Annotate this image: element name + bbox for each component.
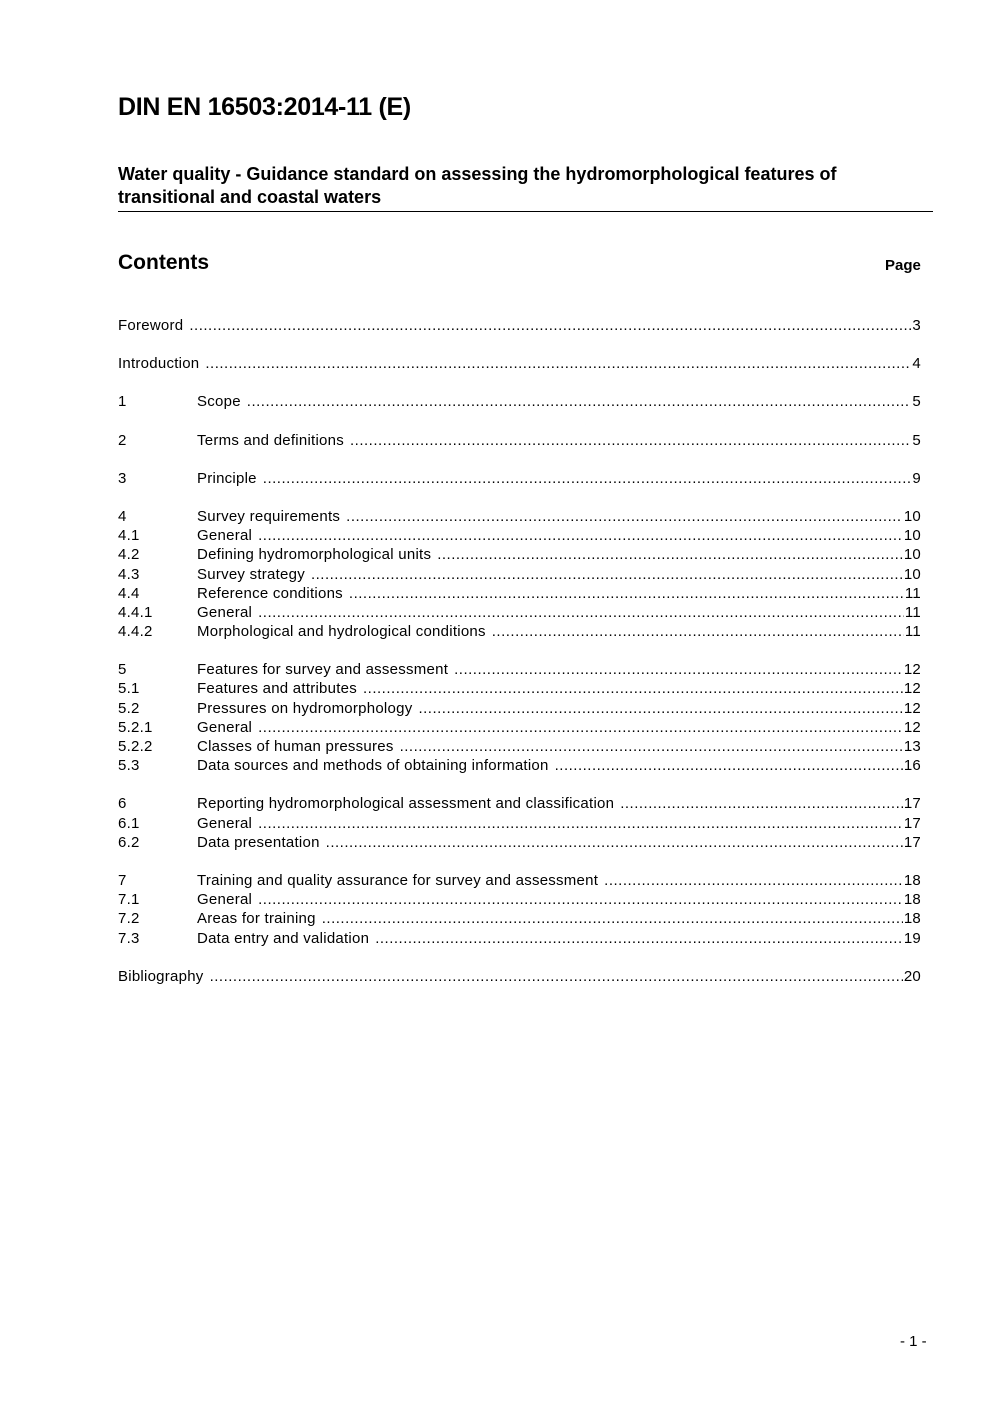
toc-entry-number: 7.1 — [118, 891, 140, 909]
toc-entry[interactable] — [118, 718, 921, 737]
toc-entry-title[interactable]: Terms and definitions — [197, 431, 344, 449]
toc-entry-page: 10 — [903, 507, 921, 525]
toc-entry-title[interactable]: Training and quality assurance for survey and assessment — [197, 871, 599, 889]
toc-entry-number: 5 — [118, 661, 127, 679]
toc-entry-title[interactable]: Bibliography — [118, 967, 204, 985]
toc-dot-leader — [350, 431, 911, 450]
toc-group — [118, 354, 921, 373]
toc-entry[interactable] — [118, 967, 921, 986]
toc-entry[interactable] — [118, 507, 921, 526]
toc-entry-title[interactable]: Areas for training — [197, 910, 316, 928]
toc-dot-leader — [258, 718, 903, 737]
toc-entry-number: 4.4.1 — [118, 603, 153, 621]
toc-entry-number: 6 — [118, 795, 127, 813]
toc-group — [118, 871, 921, 948]
toc-dot-leader — [555, 756, 903, 775]
toc-dot-leader — [418, 699, 902, 718]
toc-entry-title[interactable]: Survey strategy — [197, 565, 305, 583]
toc-entry-page: 13 — [903, 738, 921, 755]
toc-entry-title[interactable]: Classes of human pressures — [197, 738, 394, 755]
page-column-label: Page — [885, 257, 921, 274]
toc-entry-title[interactable]: General — [197, 891, 253, 909]
toc-entry-number: 6.1 — [118, 814, 140, 832]
toc-entry-page: 18 — [903, 871, 921, 889]
toc-entry-number: 4.3 — [118, 565, 140, 583]
toc-group — [118, 316, 921, 335]
toc-dot-leader — [346, 507, 903, 526]
toc-entry-page: 17 — [903, 814, 921, 832]
toc-entry-number: 4.4.2 — [118, 623, 153, 641]
toc-entry-title[interactable]: Data presentation — [197, 833, 320, 851]
toc-group — [118, 431, 921, 450]
page-number: - 1 - — [900, 1333, 927, 1350]
toc-entry-number: 4 — [118, 507, 127, 525]
toc-entry-title[interactable]: General — [197, 527, 253, 545]
toc-entry-page: 9 — [912, 469, 921, 487]
toc-entry[interactable] — [118, 622, 921, 641]
toc-dot-leader — [247, 392, 912, 411]
toc-dot-leader — [326, 833, 903, 852]
toc-entry-page: 11 — [904, 584, 921, 602]
toc-group — [118, 660, 921, 775]
toc-entry-title[interactable]: Scope — [197, 393, 241, 411]
toc-entry[interactable] — [118, 929, 921, 948]
toc-group — [118, 469, 921, 488]
toc-entry-title[interactable]: Introduction — [118, 355, 200, 373]
toc-entry[interactable] — [118, 794, 921, 813]
toc-entry-number: 4.2 — [118, 546, 140, 564]
toc-dot-leader — [258, 526, 903, 545]
toc-entry-title[interactable]: Foreword — [118, 317, 184, 334]
toc-entry-title[interactable]: Data entry and validation — [197, 929, 370, 947]
toc-dot-leader — [492, 622, 904, 641]
toc-dot-leader — [210, 967, 903, 986]
toc-entry-title[interactable]: Data sources and methods of obtaining information — [197, 757, 549, 775]
toc-entry[interactable] — [118, 603, 921, 622]
toc-entry-page: 11 — [904, 603, 921, 621]
toc-dot-leader — [400, 737, 903, 756]
toc-entry-number: 5.2.2 — [118, 738, 153, 755]
toc-entry[interactable] — [118, 890, 921, 909]
toc-entry-title[interactable]: General — [197, 718, 253, 736]
toc-entry-page: 17 — [903, 795, 921, 813]
toc-entry-number: 2 — [118, 431, 127, 449]
toc-entry[interactable] — [118, 469, 921, 488]
toc-dot-leader — [375, 929, 903, 948]
toc-entry-page: 3 — [912, 317, 921, 334]
toc-entry-page: 18 — [903, 891, 921, 909]
toc-entry-number: 3 — [118, 469, 127, 487]
document-subtitle: Water quality - Guidance standard on assessing the hydromorphological features of transitional and coastal waters — [118, 163, 933, 212]
toc-entry-page: 5 — [912, 393, 921, 411]
toc-entry[interactable] — [118, 354, 921, 373]
contents-heading: Contents — [118, 251, 209, 274]
toc-dot-leader — [322, 909, 903, 928]
toc-entry-title[interactable]: Survey requirements — [197, 507, 341, 525]
toc-entry-title[interactable]: Pressures on hydromorphology — [197, 699, 413, 717]
toc-dot-leader — [620, 794, 903, 813]
table-of-contents — [118, 316, 921, 1005]
toc-entry-page: 18 — [903, 910, 921, 928]
toc-entry[interactable] — [118, 814, 921, 833]
toc-entry[interactable] — [118, 545, 921, 564]
toc-entry-page: 12 — [903, 699, 921, 717]
toc-entry-title[interactable]: Reference conditions — [197, 584, 343, 602]
toc-entry[interactable] — [118, 660, 921, 679]
toc-group — [118, 794, 921, 852]
toc-entry[interactable] — [118, 909, 921, 928]
toc-dot-leader — [189, 316, 911, 335]
toc-entry[interactable] — [118, 526, 921, 545]
toc-entry-title[interactable]: Features and attributes — [197, 680, 358, 698]
toc-dot-leader — [363, 679, 903, 698]
toc-dot-leader — [258, 603, 904, 622]
toc-entry[interactable] — [118, 833, 921, 852]
toc-group — [118, 392, 921, 411]
toc-dot-leader — [258, 814, 903, 833]
toc-entry[interactable] — [118, 584, 921, 603]
toc-entry-title[interactable]: Features for survey and assessment — [197, 661, 449, 679]
toc-entry[interactable] — [118, 699, 921, 718]
toc-entry-page: 11 — [904, 623, 921, 641]
toc-entry-number: 1 — [118, 393, 127, 411]
toc-group — [118, 507, 921, 641]
toc-dot-leader — [258, 890, 903, 909]
toc-entry-title[interactable]: General — [197, 603, 253, 621]
toc-entry-number: 7.2 — [118, 910, 140, 928]
toc-dot-leader — [604, 871, 903, 890]
toc-dot-leader — [454, 660, 903, 679]
toc-entry-number: 4.1 — [118, 527, 140, 545]
toc-dot-leader — [263, 469, 912, 488]
toc-entry-number: 7.3 — [118, 929, 140, 947]
toc-entry-page: 5 — [912, 431, 921, 449]
toc-entry-page: 17 — [903, 833, 921, 851]
toc-entry-page: 12 — [903, 680, 921, 698]
toc-entry-title[interactable]: General — [197, 814, 253, 832]
toc-entry[interactable] — [118, 737, 921, 756]
toc-dot-leader — [349, 584, 904, 603]
toc-entry-number: 6.2 — [118, 833, 140, 851]
toc-entry-page: 10 — [903, 546, 921, 564]
toc-group — [118, 967, 921, 986]
toc-entry-page: 10 — [903, 527, 921, 545]
toc-entry-number: 5.1 — [118, 680, 140, 698]
toc-entry-page: 4 — [912, 355, 921, 373]
toc-entry-title[interactable]: Morphological and hydrological conditions — [197, 623, 486, 641]
toc-dot-leader — [205, 354, 911, 373]
toc-entry-number: 5.3 — [118, 757, 140, 775]
toc-entry-number: 7 — [118, 871, 127, 889]
toc-entry-page: 16 — [903, 757, 921, 775]
toc-entry[interactable] — [118, 679, 921, 698]
toc-entry-number: 5.2.1 — [118, 718, 153, 736]
toc-entry[interactable] — [118, 756, 921, 775]
toc-dot-leader — [437, 545, 903, 564]
toc-entry-page: 12 — [903, 718, 921, 736]
toc-entry[interactable] — [118, 392, 921, 411]
toc-entry[interactable] — [118, 316, 921, 335]
toc-entry[interactable] — [118, 871, 921, 890]
toc-entry-title[interactable]: Principle — [197, 469, 257, 487]
toc-entry[interactable] — [118, 565, 921, 584]
toc-entry-number: 4.4 — [118, 584, 140, 602]
toc-entry[interactable] — [118, 431, 921, 450]
document-id: DIN EN 16503:2014-11 (E) — [118, 93, 411, 121]
toc-entry-page: 10 — [903, 565, 921, 583]
toc-dot-leader — [311, 565, 903, 584]
toc-entry-page: 20 — [903, 967, 921, 985]
toc-entry-page: 19 — [903, 929, 921, 947]
toc-entry-number: 5.2 — [118, 699, 140, 717]
toc-entry-title[interactable]: Defining hydromorphological units — [197, 546, 432, 564]
toc-entry-page: 12 — [903, 661, 921, 679]
toc-entry-title[interactable]: Reporting hydromorphological assessment and classification — [197, 795, 615, 813]
